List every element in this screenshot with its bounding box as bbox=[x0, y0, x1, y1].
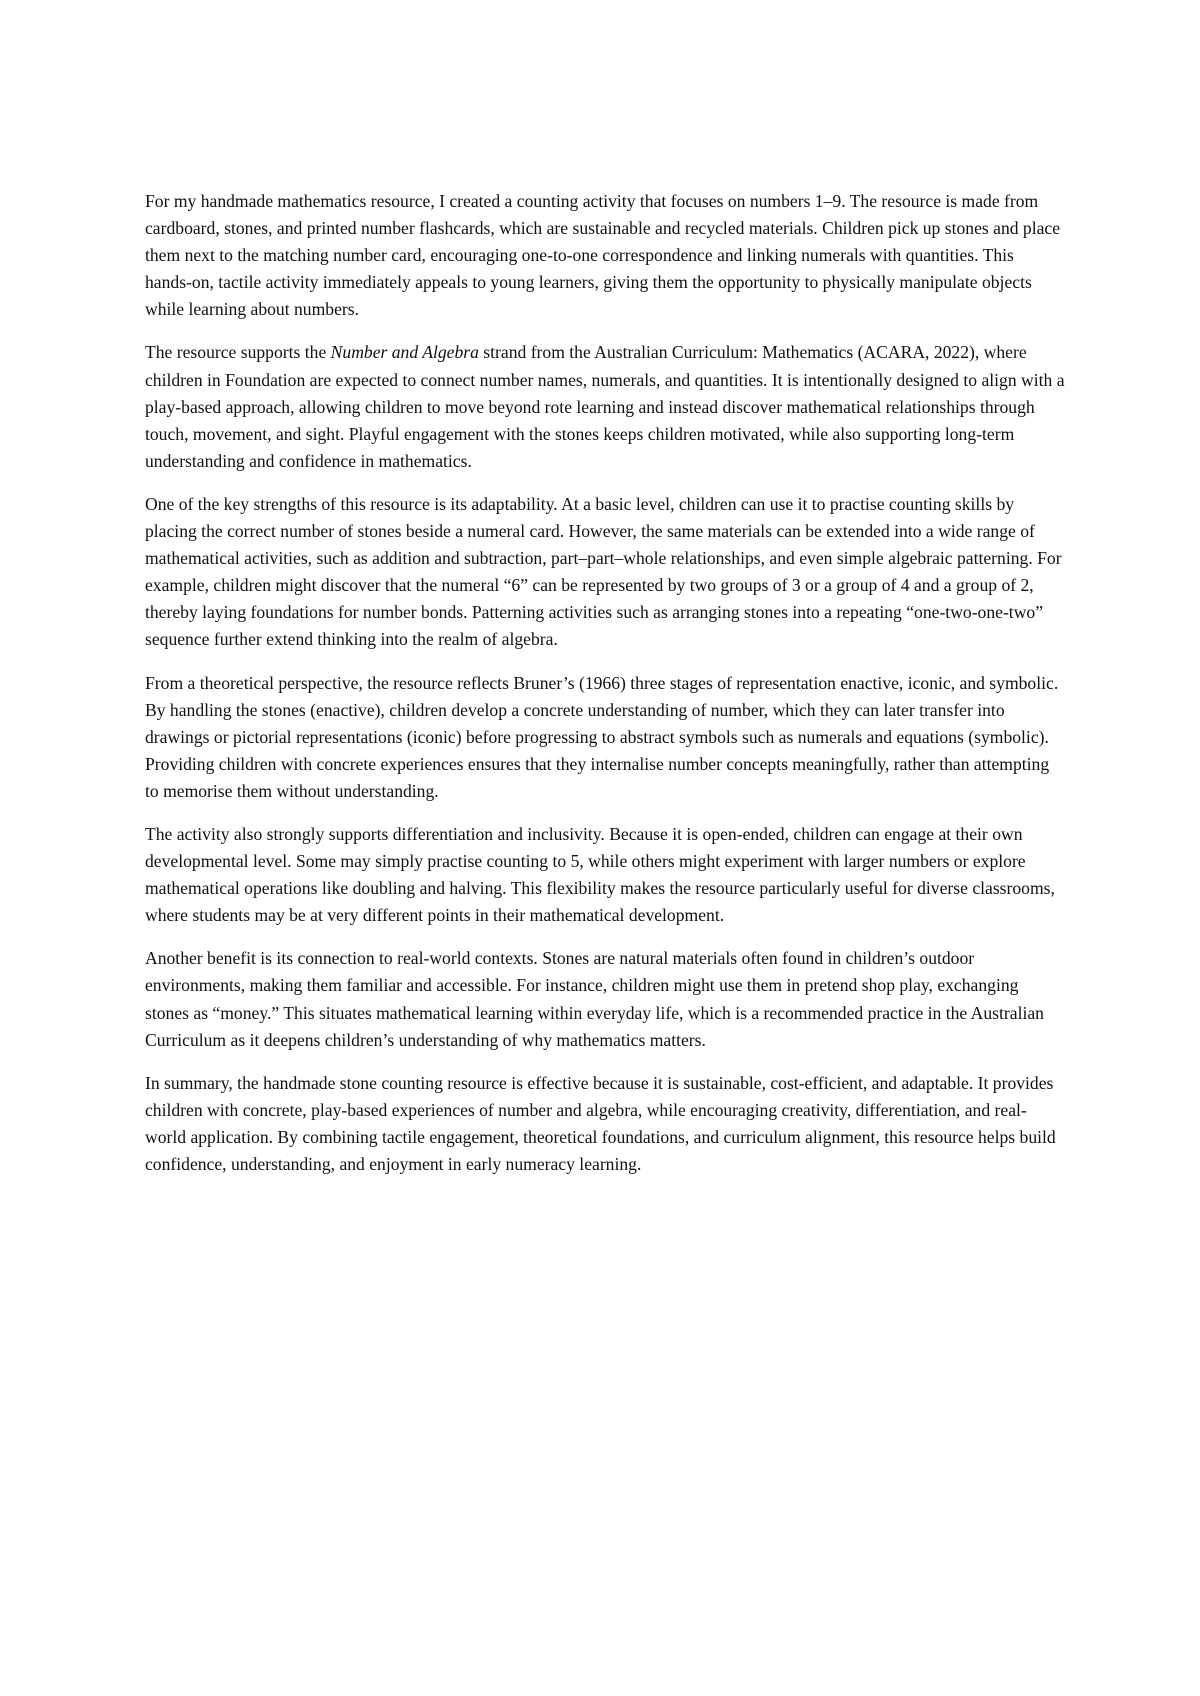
paragraph-text-before: The resource supports the bbox=[145, 342, 331, 363]
paragraph-theory bbox=[145, 670, 1065, 805]
paragraph-intro bbox=[145, 188, 1065, 323]
paragraph-text: For my handmade mathematics resource, I created a counting activity that focuses on numbers 1–9. The resource is made from cardboard, stones, and printed number flashcards, which are sustainable and recycled materials. Children pick up stones and place them next to the matching number card, encouraging one-to-one correspondence and linking numerals with quantities. This hands-on, tactile activity immediately appeals to young learners, giving them the opportunity to physically manipulate objects while learning about numbers. bbox=[145, 191, 1061, 320]
document-body bbox=[145, 188, 1065, 1194]
paragraph-differentiation bbox=[145, 821, 1065, 929]
paragraph-text: In summary, the handmade stone counting resource is effective because it is sustainable, cost-efficient, and adaptable. It provides children with concrete, play-based experiences of number and algebra, while encouraging creativity, differentiation, and real-world application. By combining tactile engagement, theoretical foundations, and curriculum alignment, this resource helps build confidence, understanding, and enjoyment in early numeracy learning. bbox=[145, 1072, 1056, 1174]
paragraph-curriculum bbox=[145, 339, 1065, 474]
paragraph-summary bbox=[145, 1070, 1065, 1178]
paragraph-text: One of the key strengths of this resource is its adaptability. At a basic level, children can use it to practise counting skills by placing the correct number of stones beside a numeral card. However, the same materials can be extended into a wide range of mathematical activities, such as addition and subtraction, part–part–whole relationships, and even simple algebraic patterning. For example, children might discover that the numeral “6” can be represented by two groups of 3 or a group of 4 and a group of 2, thereby laying foundations for number bonds. Patterning activities such as arranging stones into a repeating “one-two-one-two” sequence further extend thinking into the realm of algebra. bbox=[145, 493, 1062, 650]
paragraph-text: Another benefit is its connection to real-world contexts. Stones are natural materials often found in children’s outdoor environments, making them familiar and accessible. For instance, children might use them in pretend shop play, exchanging stones as “money.” This situates mathematical learning within everyday life, which is a recommended practice in the Australian Curriculum as it deepens children’s understanding of why mathematics matters. bbox=[145, 948, 1044, 1050]
paragraph-real-world bbox=[145, 945, 1065, 1053]
paragraph-text-after: strand from the Australian Curriculum: Mathematics (ACARA, 2022), where children in Foundation are expected to connect number names, numerals, and quantities. It is intentionally designed to align with a play-based approach, allowing children to move beyond rote learning and instead discover mathematical relationships through touch, movement, and sight. Playful engagement with the stones keeps children motivated, while also supporting long-term understanding and confidence in mathematics. bbox=[145, 342, 1065, 471]
paragraph-text: From a theoretical perspective, the resource reflects Bruner’s (1966) three stages of representation enactive, iconic, and symbolic. By handling the stones (enactive), children develop a concrete understanding of number, which they can later transfer into drawings or pictorial representations (iconic) before progressing to abstract symbols such as numerals and equations (symbolic). Providing children with concrete experiences ensures that they internalise number concepts meaningfully, rather than attempting to memorise them without understanding. bbox=[145, 672, 1059, 801]
paragraph-adaptability bbox=[145, 491, 1065, 654]
paragraph-text: The activity also strongly supports differentiation and inclusivity. Because it is open-ended, children can engage at their own developmental level. Some may simply practise counting to 5, while others might experiment with larger numbers or explore mathematical operations like doubling and halving. This flexibility makes the resource particularly useful for diverse classrooms, where students may be at very different points in their mathematical development. bbox=[145, 823, 1055, 926]
strand-name-italic: Number and Algebra bbox=[330, 342, 479, 363]
